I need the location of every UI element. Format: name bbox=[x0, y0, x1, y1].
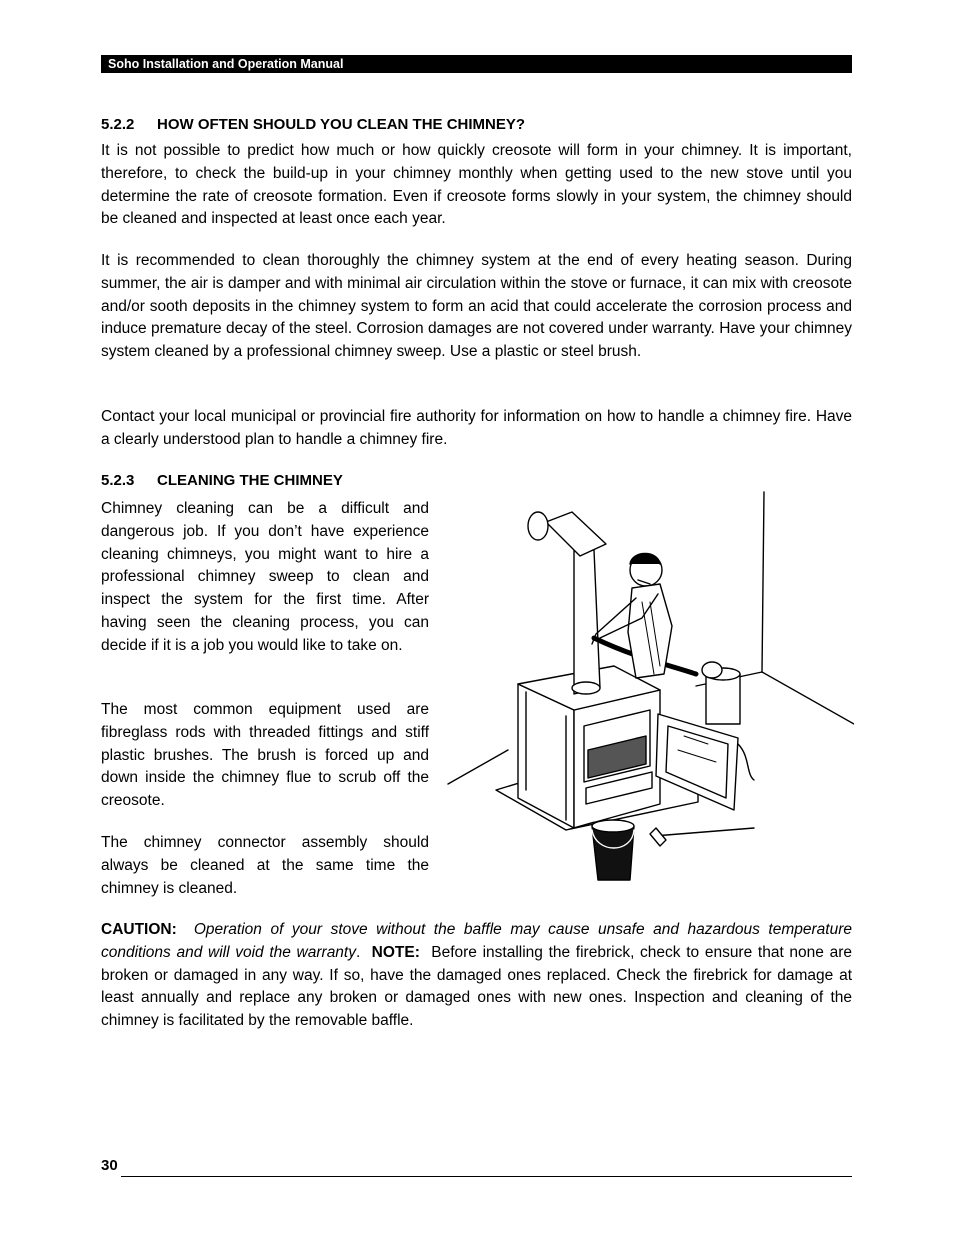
flue-pipe-vertical bbox=[574, 550, 600, 694]
floor-wall-line-right bbox=[762, 672, 854, 724]
page-footer bbox=[101, 1157, 852, 1181]
section-number: 5.2.2 bbox=[101, 116, 135, 133]
chimney-brush-rod bbox=[654, 828, 754, 836]
section-heading-5-2-2 bbox=[101, 116, 525, 133]
chimney-cleaning-illustration bbox=[446, 488, 854, 886]
ash-bucket bbox=[592, 826, 634, 880]
paragraph-end-of-season: It is recommended to clean thoroughly the chimney system at the end of every heating season. During summer, the air is damper and with minimal air circulation within the stove or furnace, it can mix with creosote and/or sooth deposits in the chimney system to form an acid that could accelerate the corrosion process and induce premature decay of the steel. Corrosion damages are not covered under warranty. Have your chimney system cleaned by a professional chimney sweep. Use a plastic or steel brush. bbox=[101, 252, 852, 361]
caution-text: Operation of your stove without the baffle may cause unsafe and hazardous temperature conditions and will void the warranty bbox=[101, 921, 852, 961]
ash-bucket-rim bbox=[592, 820, 634, 832]
person-hair bbox=[630, 554, 660, 565]
page-number: 30 bbox=[101, 1157, 118, 1174]
section-title: CLEANING THE CHIMNEY bbox=[157, 472, 343, 489]
section-number: 5.2.3 bbox=[101, 472, 135, 489]
footer-rule bbox=[121, 1176, 852, 1177]
flue-pipe-opening bbox=[528, 512, 548, 540]
flue-pipe-collar bbox=[572, 682, 600, 694]
vacuum-motor-head bbox=[702, 662, 722, 678]
paragraph-creosote-rate: It is not possible to predict how much or how quickly creosote will form in your chimney. It is important, therefore, to check the build-up in your chimney monthly when getting used to the new stove until you determine the rate of creosote formation. Even if creosote forms slowly in your system, the chimney should be cleaned and inspected at least once each year. bbox=[101, 142, 852, 228]
section-title: HOW OFTEN SHOULD YOU CLEAN THE CHIMNEY? bbox=[157, 116, 526, 133]
paragraph-equipment: The most common equipment used are fibreglass rods with threaded fittings and stiff plastic brushes. The brush is forced up and down inside the chimney flue to scrub off the creosote. bbox=[101, 701, 429, 810]
person-torso bbox=[628, 584, 672, 678]
paragraph-difficult-job: Chimney cleaning can be a difficult and dangerous job. If you don’t have experience cleaning chimneys, you might want to hire a professional chimney sweep to clean and inspect the system for the first time. After having seen the cleaning process, you can decide if it is a job you would like to take on. bbox=[101, 500, 429, 654]
caution-label: CAUTION: bbox=[101, 921, 177, 938]
paragraph-fire-authority: Contact your local municipal or provincial fire authority for information on how to handle a chimney fire. Have a clearly understood plan to handle a chimney fire. bbox=[101, 408, 852, 448]
floor-wall-line-left bbox=[448, 750, 508, 784]
note-text: Before installing the firebrick, check to ensure that none are broken or damaged in any way. If so, have the damaged ones replaced. Check the firebrick for damage at least annually and replace any broken or damaged ones with new ones. Inspection and cleaning of the chimney is facilitated by the removable baffle. bbox=[101, 943, 852, 1030]
chimney-brush-head bbox=[650, 828, 666, 846]
paragraph-connector-assembly: The chimney connector assembly should always be cleaned at the same time the chimney is cleaned. bbox=[101, 834, 429, 897]
section-heading-5-2-3 bbox=[101, 472, 343, 489]
vacuum-canister bbox=[706, 674, 740, 724]
caution-paragraph: CAUTION: Operation of your stove without the baffle may cause unsafe and hazardous temperature conditions and will void the warranty. NOTE: Before installing the firebrick, check to ensure that none are broken or damaged in any way. If so, have the damaged ones replaced. Check the firebrick for damage at least annually and replace any broken or damaged ones with new ones. Inspection and cleaning of the chimney is facilitated by the removable baffle. bbox=[101, 921, 852, 1030]
wall-corner-line bbox=[762, 492, 764, 672]
flue-pipe-elbow bbox=[546, 512, 606, 556]
note-label: NOTE: bbox=[371, 943, 420, 961]
vacuum-power-cord bbox=[738, 744, 754, 780]
running-header: Soho Installation and Operation Manual bbox=[101, 55, 852, 73]
